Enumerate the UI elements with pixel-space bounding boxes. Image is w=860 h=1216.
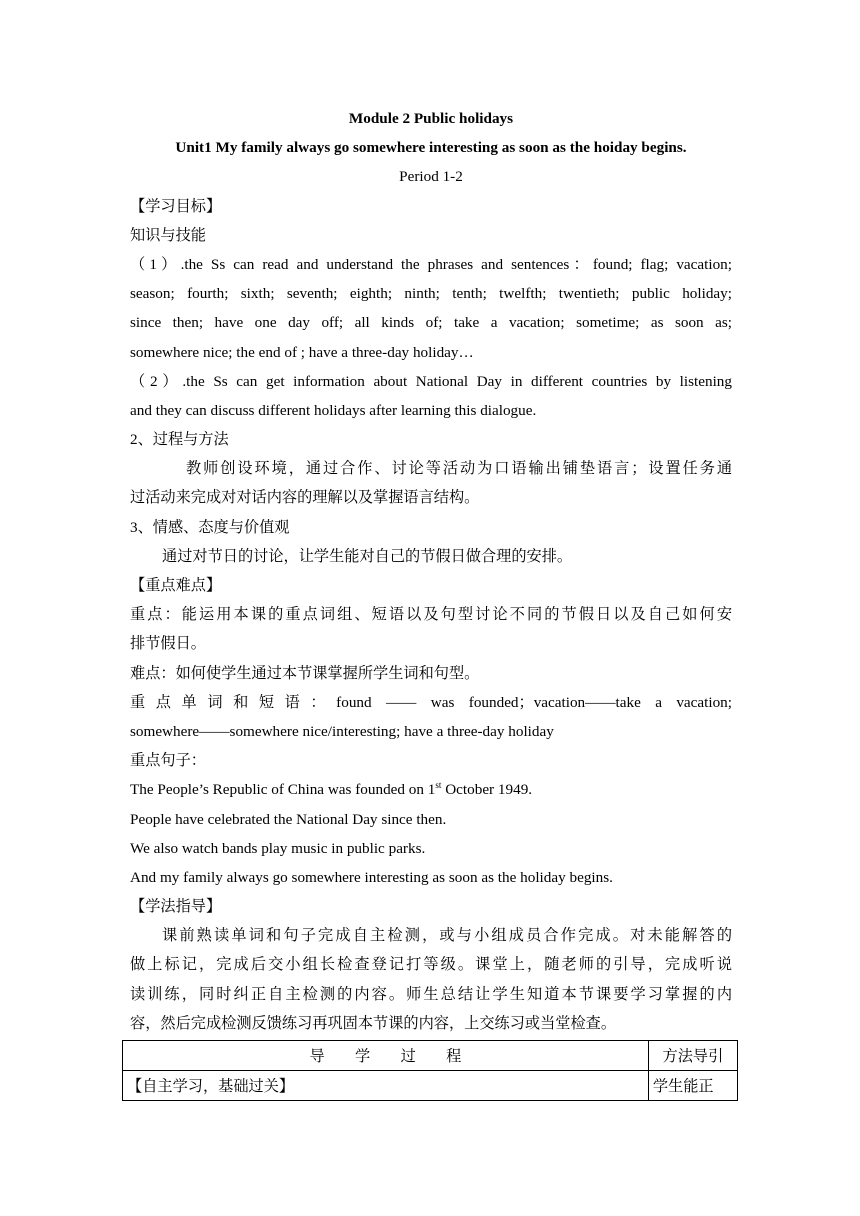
key-sentence: We also watch bands play music in public parks. <box>130 839 426 857</box>
knowledge-item-2-line: and they can discuss different holidays after learning this dialogue. <box>130 401 537 419</box>
table-cell-method-note: 学生能正 <box>648 1071 737 1101</box>
key-point-line: 排节假日。 <box>130 635 206 653</box>
table-header-row <box>123 1041 738 1071</box>
knowledge-item-1-line: season; fourth; sixth; seventh; eighth; ninth; tenth; twelfth; twentieth; public holiday; <box>130 285 732 303</box>
knowledge-item-2-line: （2）.the Ss can get information about National Day in different countries by listening <box>130 372 732 390</box>
knowledge-item-1-line: somewhere nice; the end of ; have a three-day holiday… <box>130 343 474 361</box>
key-sentence-text: The People’s Republic of China was founded on 1 <box>130 781 436 799</box>
method-paragraph-line: 做上标记，完成后交小组长检查登记打等级。课堂上，随老师的引导，完成听说 <box>130 956 732 974</box>
process-paragraph-line: 过活动来完成对对话内容的理解以及掌握语言结构。 <box>130 489 480 507</box>
emotion-paragraph: 通过对节日的讨论，让学生能对自己的节假日做合理的安排。 <box>162 547 573 565</box>
key-sentence <box>130 775 732 804</box>
key-sentence: And my family always go somewhere interesting as soon as the holiday begins. <box>130 868 613 886</box>
key-sentence-text: October 1949. <box>441 781 533 799</box>
method-heading: 【学法指导】 <box>130 898 222 916</box>
key-words-line: somewhere——somewhere nice/interesting; have a three-day holiday <box>130 722 554 740</box>
module-title: Module 2 Public holidays <box>348 110 514 127</box>
key-point-line: 重点：能运用本课的重点词组、短语以及句型讨论不同的节假日以及自己如何安 <box>130 606 732 624</box>
table-row <box>123 1071 738 1101</box>
table-header-method: 方法导引 <box>648 1041 737 1071</box>
table-header-process: 导 学 过 程 <box>123 1041 649 1071</box>
guide-process-table <box>122 1040 738 1101</box>
knowledge-item-1-line: since then; have one day off; all kinds of; take a vacation; sometime; as soon as; <box>130 314 732 332</box>
unit-title: Unit1 My family always go somewhere interesting as soon as the hoiday begins. <box>175 139 687 157</box>
ordinal-superscript: st <box>435 780 442 791</box>
goals-heading: 【学习目标】 <box>130 197 222 215</box>
document-body <box>130 104 732 1038</box>
key-difficult-heading: 【重点难点】 <box>130 577 222 594</box>
method-paragraph-line: 读训练，同时纠正自主检测的内容。师生总结让学生知道本节课要学习掌握的内 <box>130 985 732 1003</box>
key-sentences-heading: 重点句子： <box>130 752 206 770</box>
process-paragraph-line: 教师创设环境，通过合作、讨论等活动为口语输出铺垫语言；设置任务通 <box>186 460 732 478</box>
emotion-heading: 3、情感、态度与价值观 <box>130 518 290 536</box>
knowledge-item-1-line: （1）.the Ss can read and understand the phrases and sentences：found; flag; vacation; <box>130 255 732 273</box>
difficult-point: 难点：如何使学生通过本节课掌握所学生词和句型。 <box>130 664 480 682</box>
process-heading: 2、过程与方法 <box>130 431 229 449</box>
period-label: Period 1-2 <box>399 168 463 186</box>
table-cell-self-study: 【自主学习，基础过关】 <box>123 1071 649 1101</box>
key-sentence: People have celebrated the National Day since then. <box>130 810 447 828</box>
key-words-line: 重点单词和短语：found —— was founded；vacation——take a vacation; <box>130 693 732 711</box>
knowledge-heading: 知识与技能 <box>130 226 206 244</box>
method-paragraph-line: 课前熟读单词和句子完成自主检测，或与小组成员合作完成。对未能解答的 <box>162 927 732 945</box>
method-paragraph-line: 容，然后完成检测反馈练习再巩固本节课的内容，上交练习或当堂检查。 <box>130 1014 616 1032</box>
